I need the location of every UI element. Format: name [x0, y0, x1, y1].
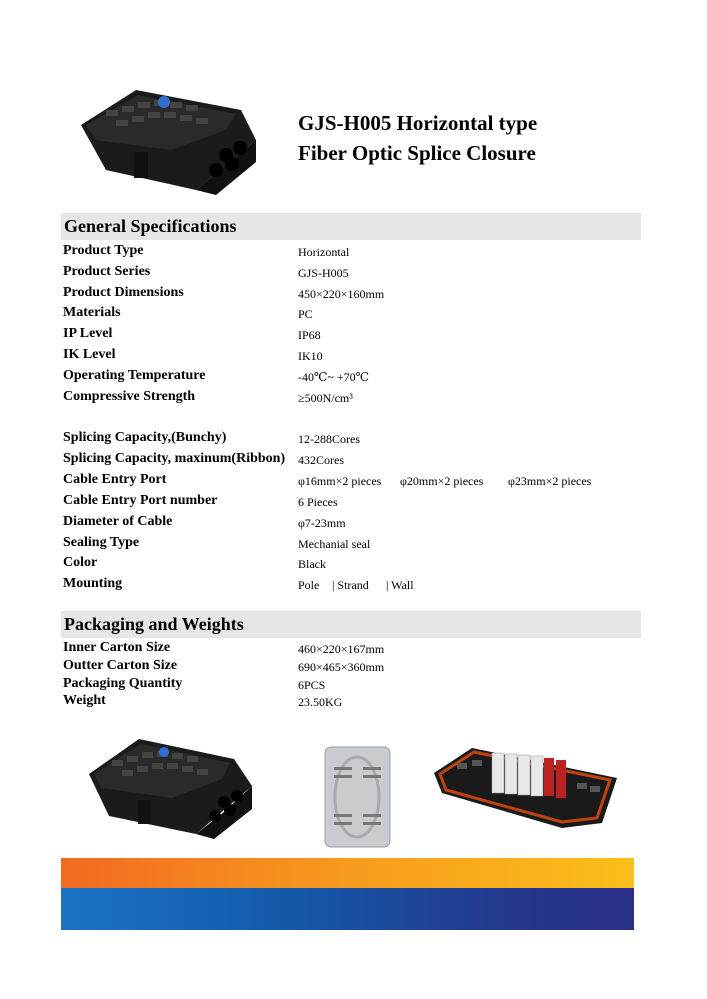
general-spec-heading: General Specifications [64, 216, 237, 236]
product-title-line2: Fiber Optic Splice Closure [298, 141, 536, 165]
spec-label: Diameter of Cable [63, 514, 173, 529]
spec-label: Color [63, 555, 98, 570]
spec-value: ≥500N/cm³ [298, 391, 353, 405]
spec-label: Inner Carton Size [63, 640, 171, 655]
spec-value: 432Cores [298, 453, 344, 467]
splice-tray-photo [320, 742, 395, 852]
spec-value: GJS-H005 [298, 266, 349, 280]
spec-value: φ20mm×2 pieces [400, 474, 484, 488]
spec-value: Mechanial seal [298, 537, 371, 551]
spec-value: φ16mm×2 pieces [298, 474, 382, 488]
spec-value: 690×465×360mm [298, 660, 385, 674]
spec-label: Compressive Strength [63, 389, 196, 404]
product-title-line1: GJS-H005 Horizontal type [298, 111, 538, 135]
spec-value: Horizontal [298, 245, 350, 259]
packaging-heading: Packaging and Weights [64, 614, 244, 634]
spec-label: Operating Temperature [63, 368, 206, 383]
spec-label: Product Dimensions [63, 285, 184, 300]
spec-label: Cable Entry Port [63, 472, 167, 487]
spec-label: Cable Entry Port number [63, 493, 218, 508]
spec-value: 12-288Cores [298, 432, 360, 446]
spec-label: Product Series [63, 264, 151, 279]
spec-value: IK10 [298, 349, 323, 363]
spec-value: 460×220×167mm [298, 642, 385, 656]
spec-label: IP Level [63, 326, 113, 341]
footer-orange-band [61, 858, 634, 888]
spec-label: Splicing Capacity, maxinum(Ribbon) [63, 451, 286, 466]
spec-label: Splicing Capacity,(Bunchy) [63, 430, 227, 445]
spec-value: PC [298, 307, 313, 321]
spec-value: φ23mm×2 pieces [508, 474, 592, 488]
splice-closure-closed-photo [84, 724, 259, 844]
spec-label: Product Type [63, 243, 144, 258]
product-title [298, 108, 537, 168]
spec-value: IP68 [298, 328, 321, 342]
spec-value: 23.50KG [298, 695, 343, 709]
spec-label: IK Level [63, 347, 116, 362]
spec-label: Outter Carton Size [63, 658, 178, 673]
spec-value: | Wall [386, 578, 414, 592]
spec-label: Materials [63, 305, 121, 320]
spec-label: Sealing Type [63, 535, 140, 550]
spec-value: 6 Pieces [298, 495, 338, 509]
footer-blue-band [61, 888, 634, 930]
spec-label: Packaging Quantity [63, 676, 183, 691]
spec-value: φ7-23mm [298, 516, 346, 530]
spec-value: 6PCS [298, 678, 326, 692]
splice-closure-main-photo [76, 70, 266, 200]
spec-value: Black [298, 557, 326, 571]
spec-label: Weight [63, 693, 106, 708]
spec-value: Pole [298, 578, 320, 592]
spec-label: Mounting [63, 576, 123, 591]
spec-value: 450×220×160mm [298, 287, 385, 301]
spec-value: | Strand [332, 578, 369, 592]
spec-value: -40℃~ +70℃ [298, 370, 370, 384]
splice-closure-open-photo [432, 738, 622, 833]
